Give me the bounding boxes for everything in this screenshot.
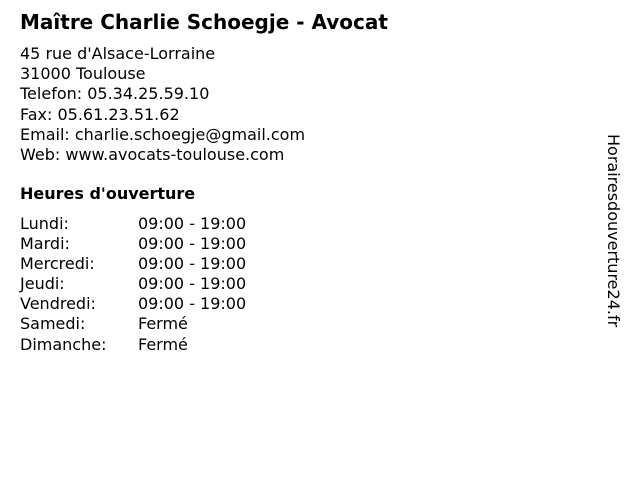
day-label: Dimanche: bbox=[20, 334, 107, 354]
day-hours: 09:00 - 19:00 bbox=[138, 294, 247, 314]
day-label: Mercredi: bbox=[20, 254, 95, 274]
email-address: Email: charlie.schoegje@gmail.com bbox=[20, 124, 306, 144]
day-hours: 09:00 - 19:00 bbox=[138, 274, 247, 294]
page-title: Maître Charlie Schoegje - Avocat bbox=[20, 10, 388, 34]
site-watermark: Horairesdouverture24.fr bbox=[604, 134, 623, 328]
day-label: Lundi: bbox=[20, 214, 69, 233]
fax-number: Fax: 05.61.23.51.62 bbox=[20, 104, 180, 124]
day-label: Mardi: bbox=[20, 234, 70, 254]
day-label: Vendredi: bbox=[20, 294, 96, 314]
day-hours: 09:00 - 19:00 bbox=[138, 254, 247, 274]
day-hours: Fermé bbox=[138, 334, 188, 354]
city-address: 31000 Toulouse bbox=[20, 64, 146, 84]
contact-block bbox=[20, 44, 305, 165]
hours-heading: Heures d'ouverture bbox=[20, 184, 196, 203]
day-hours: Fermé bbox=[138, 314, 188, 334]
day-hours: 09:00 - 19:00 bbox=[138, 234, 247, 254]
website: Web: www.avocats-toulouse.com bbox=[20, 144, 285, 164]
street-address: 45 rue d'Alsace-Lorraine bbox=[20, 44, 216, 63]
day-hours: 09:00 - 19:00 bbox=[138, 214, 247, 233]
day-label: Samedi: bbox=[20, 314, 86, 334]
phone-number: Telefon: 05.34.25.59.10 bbox=[20, 84, 210, 104]
day-label: Jeudi: bbox=[20, 274, 65, 294]
